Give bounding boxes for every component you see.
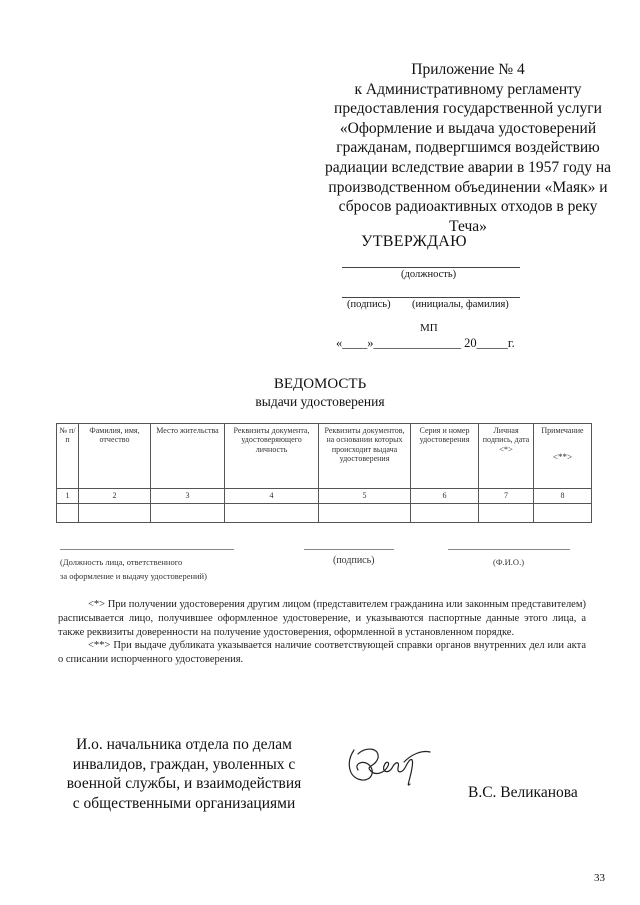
- empty-cell: [534, 504, 592, 523]
- approval-date-line: «____»______________ 20_____г.: [336, 336, 515, 350]
- header-cell-text: Личная подпись, дата: [482, 426, 530, 445]
- signature-line: [342, 297, 520, 298]
- footnotes: [58, 598, 586, 667]
- empty-cell: [319, 504, 411, 523]
- signatory-name: В.С. Великанова: [468, 784, 578, 801]
- page-number: 33: [594, 872, 605, 884]
- footnote-2: <**> При выдаче дубликата указывается наличие соответствующей справки органов внутренних дел или акта о списании испорченного удостоверения.: [58, 640, 586, 666]
- empty-cell: [79, 504, 151, 523]
- number-cell: 3: [151, 489, 225, 504]
- approval-heading: УТВЕРЖДАЮ: [361, 233, 467, 250]
- appendix-line: радиации вследствие аварии в 1957 году на: [325, 158, 611, 176]
- header-cell: Фамилия, имя, отчество: [79, 424, 151, 489]
- responsible-position-caption: (Должность лица, ответственного: [60, 557, 183, 567]
- number-cell: 5: [319, 489, 411, 504]
- appendix-line: производственном объединении «Маяк» и: [328, 178, 608, 196]
- header-cell: № п/п: [57, 424, 79, 489]
- empty-cell: [151, 504, 225, 523]
- header-cell: Место жительства: [151, 424, 225, 489]
- footnote-1: <*> При получении удостоверения другим лицом (представителем гражданина или законным представителем) расписывается лицо, получившее оформленное удостоверение, и указываются паспортные данные этого лица, а также реквизиты доверенности на получение удостоверения, оформленной в установленном порядке.: [58, 599, 586, 638]
- empty-cell: [57, 504, 79, 523]
- signatory-position-line: И.о. начальника отдела по делам: [76, 736, 292, 753]
- initials-caption: (инициалы, фамилия): [412, 299, 509, 310]
- signatory-position-line: инвалидов, граждан, уволенных с: [72, 755, 296, 773]
- signatory-position-line: с общественными организациями: [72, 794, 296, 812]
- responsible-position-line: [60, 549, 234, 550]
- issuance-register-table: [56, 423, 592, 523]
- stamp-label: МП: [420, 322, 438, 334]
- number-cell: 1: [57, 489, 79, 504]
- document-title: ВЕДОМОСТЬ: [273, 376, 367, 392]
- responsible-fio-caption: (Ф.И.О.): [493, 557, 525, 567]
- responsible-position-caption: за оформление и выдачу удостоверений): [60, 571, 207, 581]
- appendix-line: предоставления государственной услуги: [334, 100, 602, 118]
- note-footnote-mark: <**>: [552, 452, 573, 463]
- appendix-line: Теча»: [449, 217, 487, 235]
- responsible-fio-line: [448, 549, 570, 550]
- appendix-header: [322, 60, 614, 236]
- number-cell: 4: [225, 489, 319, 504]
- signature-footnote-mark: <*>: [499, 443, 513, 454]
- header-cell: Серия и номер удостоверения: [411, 424, 479, 489]
- table-header-row: [57, 424, 592, 489]
- number-cell: 6: [411, 489, 479, 504]
- responsible-signature-line: [304, 549, 394, 550]
- appendix-line: «Оформление и выдача удостоверений: [339, 119, 597, 137]
- number-cell: 7: [479, 489, 534, 504]
- signatory-position: [60, 735, 308, 813]
- number-cell: 8: [534, 489, 592, 504]
- empty-cell: [411, 504, 479, 523]
- appendix-line: к Административному регламенту: [354, 80, 582, 98]
- header-cell: [534, 424, 592, 489]
- signature-caption: (подпись): [347, 299, 391, 310]
- header-cell: Реквизиты документа, удостоверяющего личность: [225, 424, 319, 489]
- appendix-line: гражданам, подвергшимся воздействию: [336, 139, 600, 157]
- empty-cell: [479, 504, 534, 523]
- document-subtitle: выдачи удостоверения: [255, 394, 385, 409]
- signatory-position-line: военной службы, и взаимодействия: [66, 775, 302, 793]
- header-cell: [479, 424, 534, 489]
- table-number-row: [57, 489, 592, 504]
- number-cell: 2: [79, 489, 151, 504]
- appendix-line: сбросов радиоактивных отходов в реку: [338, 198, 598, 216]
- empty-cell: [225, 504, 319, 523]
- appendix-line: Приложение № 4: [411, 61, 525, 78]
- header-cell: Реквизиты документов, на основании которых происходит выдача удостоверения: [319, 424, 411, 489]
- header-cell-text: Примечание: [541, 426, 584, 435]
- position-line: [342, 267, 520, 268]
- responsible-signature-caption: (подпись): [333, 555, 375, 566]
- handwritten-signature: [340, 740, 440, 790]
- position-caption: (должность): [401, 269, 457, 280]
- table-empty-row: [57, 504, 592, 523]
